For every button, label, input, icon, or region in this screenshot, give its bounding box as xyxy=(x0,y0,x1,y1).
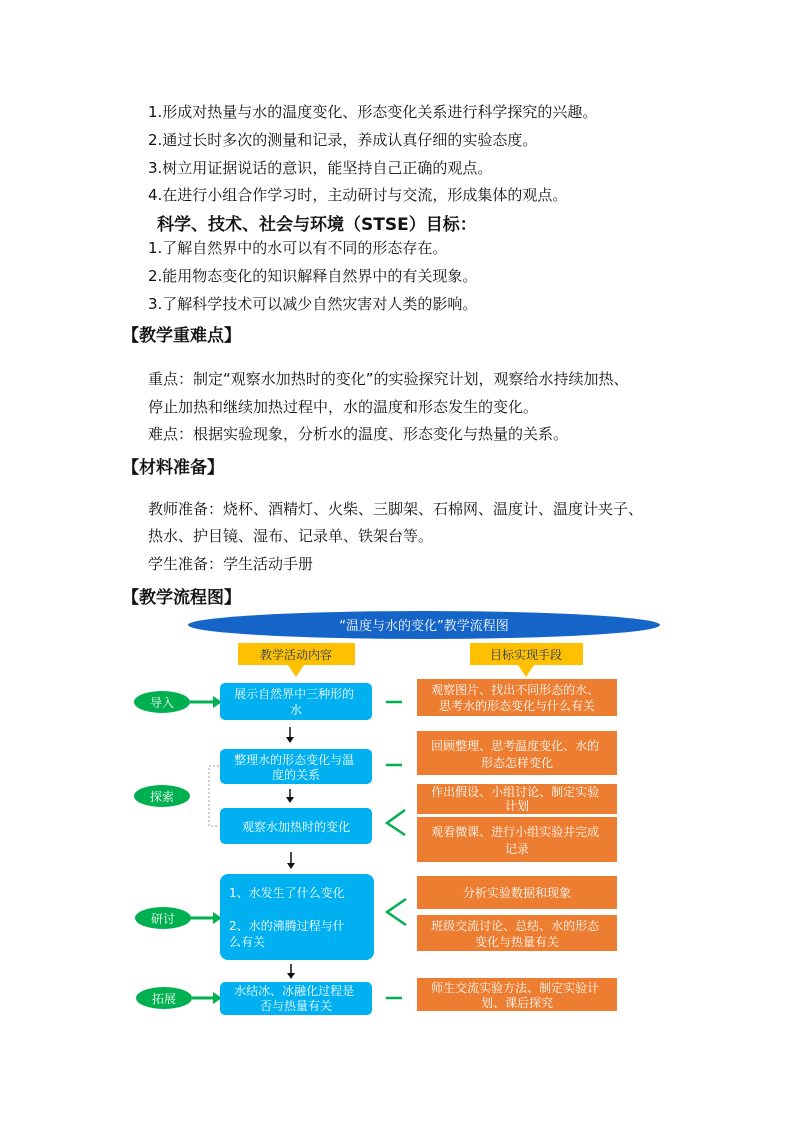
means-6-text: 班级交流讨论、总结、水的形态 变化与热量有关 xyxy=(431,919,600,949)
stse-heading: 科学、技术、社会与环境（STSE）目标： xyxy=(157,215,477,235)
activity-2-text: 整理水的形态变化与温 度的关系 xyxy=(234,753,355,782)
materials-line-2: 热水、护目镜、湿布、记录单、铁架台等。 xyxy=(148,527,434,545)
materials-line-1: 教师准备：烧杯、酒精灯、火柴、三脚架、石棉网、温度计、温度计夹子、 xyxy=(148,500,644,518)
means-1-text: 观察图片、找出不同形态的水、 思考水的形态变化与什么有关 xyxy=(431,683,600,713)
materials-heading: 【材料准备】 xyxy=(122,458,224,478)
keypoint-line-3: 难点：根据实验现象，分析水的温度、形态变化与热量的关系。 xyxy=(148,425,569,443)
flowchart-title: “温度与水的变化”教学流程图 xyxy=(339,619,509,634)
stse-item-2: 2.能用物态变化的知识解释自然界中的有关现象。 xyxy=(148,267,478,285)
col-left-label: 教学活动内容 xyxy=(259,648,333,662)
keypoint-line-2: 停止加热和继续加热过程中，水的温度和形态发生的变化。 xyxy=(148,398,539,416)
keypoints-heading: 【教学重难点】 xyxy=(122,326,241,346)
col-right-label: 目标实现手段 xyxy=(489,648,563,662)
activity-3-text: 观察水加热时的变化 xyxy=(241,820,351,834)
goal-2: 2.通过长时多次的测量和记录，养成认真仔细的实验态度。 xyxy=(148,131,538,149)
flowchart-heading: 【教学流程图】 xyxy=(122,588,241,608)
explore-bracket xyxy=(209,766,219,826)
means-3-text: 作出假设、小组讨论、制定实验 计划 xyxy=(431,785,600,813)
connector-3 xyxy=(387,810,405,835)
activity-5-text: 水结冰、冰融化过程是 否与热量有关 xyxy=(234,984,355,1013)
connector-4 xyxy=(387,899,406,925)
stse-item-1: 1.了解自然界中的水可以有不同的形态存在。 xyxy=(148,239,448,257)
goal-1: 1.形成对热量与水的温度变化、形态变化关系进行科学探究的兴趣。 xyxy=(148,103,598,121)
means-4-text: 观看微课、进行小组实验并完成 记录 xyxy=(431,825,600,856)
means-5-text: 分析实验数据和现象 xyxy=(462,886,572,900)
materials-line-3: 学生准备：学生活动手册 xyxy=(148,555,314,573)
activity-1-text: 展示自然界中三种形的 水 xyxy=(234,687,355,717)
goal-3: 3.树立用证据说话的意识，能坚持自己正确的观点。 xyxy=(148,159,493,177)
stage-explore-label: 探索 xyxy=(149,790,175,804)
activity-4a-text: 1、水发生了什么变化 xyxy=(229,886,345,900)
stse-item-3: 3.了解科学技术可以减少自然灾害对人类的影响。 xyxy=(148,295,478,313)
means-2-text: 回顾整理、思考温度变化、水的 形态怎样变化 xyxy=(431,739,600,770)
activity-4b-text: 2、水的沸腾过程与什 么有关 xyxy=(229,919,345,949)
keypoint-line-1: 重点：制定“观察水加热时的变化”的实验探究计划，观察给水持续加热、 xyxy=(148,370,629,388)
goal-4: 4.在进行小组合作学习时，主动研讨与交流，形成集体的观点。 xyxy=(148,186,568,204)
col-left-arrow xyxy=(288,665,304,677)
col-right-arrow xyxy=(518,665,534,677)
means-7-text: 师生交流实验方法、制定实验计 划、课后探究 xyxy=(431,981,600,1010)
stage-intro-label: 导入 xyxy=(149,696,175,710)
stage-extend-label: 拓展 xyxy=(151,992,177,1006)
stage-discuss-label: 研讨 xyxy=(150,912,176,926)
